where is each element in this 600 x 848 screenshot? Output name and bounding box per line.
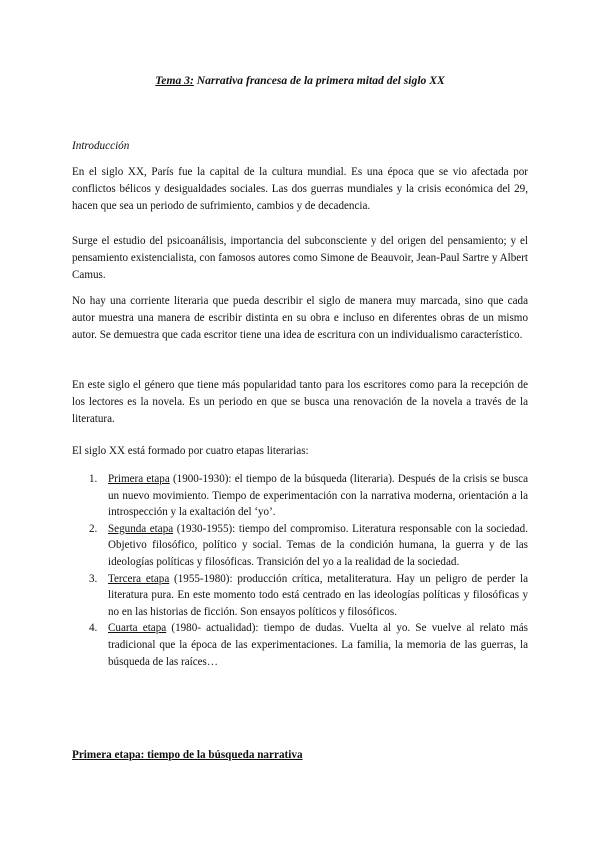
intro-heading: Introducción — [72, 140, 130, 152]
list-number: 4. — [89, 622, 98, 635]
list-item — [89, 471, 529, 521]
stage-description: (1955-1980): producción crítica, metaliteratura. Hay un peligro de perder la literatura pura. En este momento todo está centrado en las ideologías políticas y filosóficas y no en las historias de ficción. Son ensayos políticos y filosóficos. — [108, 572, 529, 618]
stage-name: Cuarta etapa — [108, 622, 167, 635]
paragraph-context: En el siglo XX, París fue la capital de la cultura mundial. Es una época que se vio afectada por conflictos bélicos y desigualdades sociales. Las dos guerras mundiales y la crisis económica del 29, hacen que sea un periodo de sufrimiento, cambios y de decadencia. — [72, 166, 528, 213]
stage-description: (1930-1955): tiempo del compromiso. Literatura responsable con la sociedad. Objetivo filosófico, político y social. Temas de la condición humana, la guerra y de las ideologías políticas y filosóficas. Transición del yo a la realidad de la sociedad. — [108, 522, 529, 568]
stage-name: Segunda etapa — [108, 522, 174, 535]
document-title — [72, 74, 528, 87]
stage-description: (1900-1930): el tiempo de la búsqueda (literaria). Después de la crisis se busca un nuevo movimiento. Tiempo de experimentación con la narrativa moderna, orientación a la introspección y la exaltación del ‘yo’. — [108, 473, 529, 519]
section-heading: Primera etapa: tiempo de la búsqueda narrativa — [72, 749, 303, 761]
stage-description: (1980- actualidad): tiempo de dudas. Vuelta al yo. Se vuelve al relato más tradicional que la época de las experimentaciones. La familia, la memoria de las guerras, la búsqueda de las raíces… — [108, 622, 528, 668]
title-prefix: Tema 3: — [155, 74, 194, 87]
list-item — [89, 521, 529, 571]
paragraph-stages-intro: El siglo XX está formado por cuatro etapas literarias: — [72, 445, 309, 457]
stages-list — [72, 471, 528, 670]
list-number: 3. — [89, 572, 98, 585]
list-number: 1. — [89, 473, 98, 485]
list-number: 2. — [89, 522, 98, 535]
list-item — [89, 571, 529, 621]
paragraph-literary-trends: No hay una corriente literaria que pueda describir el siglo de manera muy marcada, sino que cada autor muestra una manera de escribir distinta en su obra e incluso en diferentes obras de un mismo autor. Se demuestra que cada escritor tiene una idea de escritura con un individualismo característico. — [72, 295, 528, 342]
paragraph-psychoanalysis: Surge el estudio del psicoanálisis, importancia del subconsciente y del origen del pensamiento; y el pensamiento existencialista, con famosos autores como Simone de Beauvoir, Jean-Paul Sartre y Albert Camus. — [72, 235, 528, 282]
paragraph-novel: En este siglo el género que tiene más popularidad tanto para los escritores como para la recepción de los lectores es la novela. Es un periodo en que se busca una renovación de la novela a través de la literatura. — [72, 379, 528, 426]
title-text: Narrativa francesa de la primera mitad del siglo XX — [193, 74, 445, 87]
stage-name: Primera etapa — [108, 473, 170, 485]
list-item — [89, 620, 528, 670]
stage-name: Tercera etapa — [108, 572, 170, 585]
